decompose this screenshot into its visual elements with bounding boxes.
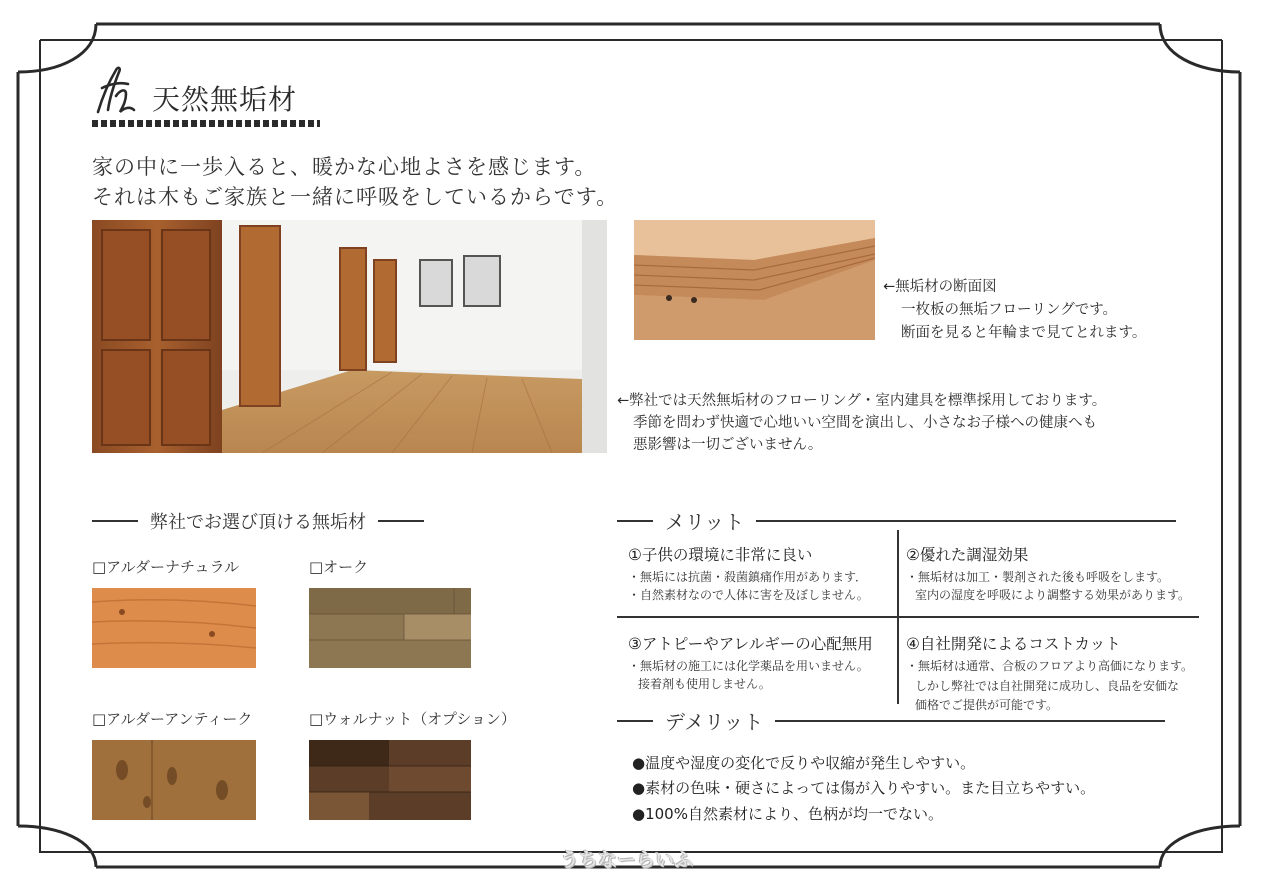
wood-swatch-walnut	[309, 740, 471, 820]
merit-1-title: ①子供の環境に非常に良い	[628, 546, 813, 564]
merit-2-text-1: ・無垢材は加工・製剤された後も呼吸をします。	[906, 570, 1170, 584]
wood-label-oak: □オーク	[309, 558, 369, 576]
room-caption-1: ←弊社では天然無垢材のフローリング・室内建具を標準採用しております。	[617, 393, 1107, 409]
cross-section-caption-1: ←無垢材の断面図	[883, 279, 997, 295]
merit-4-text-3: 価格でご提供が可能です。	[915, 698, 1059, 712]
intro-line-1: 家の中に一歩入ると、暖かな心地よさを感じます。	[92, 155, 597, 179]
merit-3-title: ③アトピーやアレルギーの心配無用	[628, 635, 873, 653]
merit-grid-horizontal-divider	[617, 616, 1199, 618]
wood-label-alder-natural: □アルダーナチュラル	[92, 558, 240, 576]
room-caption-3: 悪影響は一切ございません。	[633, 437, 823, 453]
heading-rule	[617, 520, 653, 522]
intro-line-2: それは木もご家族と一緒に呼吸をしているからです。	[92, 185, 619, 209]
wood-label-alder-antique: □アルダーアンティーク	[92, 710, 253, 728]
demerit-2: ●素材の色味・硬さによっては傷が入りやすい。また目立ちやすい。	[632, 779, 1096, 797]
heading-rule	[756, 520, 1176, 522]
merit-3-text-1: ・無垢材の施工には化学薬品を用いません。	[628, 659, 869, 673]
woods-heading-text: 弊社でお選び頂ける無垢材	[150, 512, 366, 533]
merit-4-title: ④自社開発によるコストカット	[906, 635, 1121, 653]
wood-swatch-oak	[309, 588, 471, 668]
heading-rule	[775, 720, 1165, 722]
cross-section-caption-2: 一枚板の無垢フローリングです。	[901, 302, 1118, 318]
woods-heading	[92, 508, 424, 534]
heading-rule	[617, 720, 653, 722]
demerit-3: ●100%自然素材により、色柄が均一でない。	[632, 805, 943, 823]
merits-heading-text: メリット	[665, 510, 745, 534]
cross-section-caption-3: 断面を見ると年輪まで見てとれます。	[901, 325, 1147, 341]
demerits-heading	[617, 706, 1165, 735]
heading-rule	[378, 520, 424, 522]
merit-4-text-1: ・無垢材は通常、合板のフロアより高価になります。	[906, 659, 1194, 673]
watermark-logo: うちなーらいふ	[560, 849, 694, 871]
heading-rule	[92, 520, 138, 522]
merit-1-text-1: ・無垢には抗菌・殺菌鎮痛作用があります．	[628, 570, 868, 584]
demerit-1: ●温度や湿度の変化で反りや収縮が発生しやすい。	[632, 754, 976, 772]
title-underline	[92, 120, 320, 127]
merit-1-text-2: ・自然素材なので人体に害を及ぼしません。	[628, 588, 869, 602]
room-caption-2: 季節を問わず快適で心地いい空間を演出し、小さなお子様への健康へも	[633, 415, 1097, 431]
merit-3-text-2: 接着剤も使用しません。	[638, 677, 771, 691]
cross-section-photo	[634, 220, 875, 340]
wood-swatch-alder-natural	[92, 588, 256, 668]
room-photo	[92, 220, 607, 453]
script-logo-icon	[92, 62, 138, 118]
merit-2-title: ②優れた調湿効果	[906, 546, 1029, 564]
wood-swatch-alder-antique	[92, 740, 256, 820]
page-title: 天然無垢材	[152, 83, 298, 116]
merit-4-text-2: しかし弊社では自社開発に成功し、良品を安価な	[915, 679, 1180, 693]
merit-2-text-2: 室内の湿度を呼吸により調整する効果があります。	[915, 588, 1191, 602]
wood-label-walnut: □ウォルナット（オプション）	[309, 710, 516, 728]
demerits-heading-text: デメリット	[665, 710, 764, 734]
